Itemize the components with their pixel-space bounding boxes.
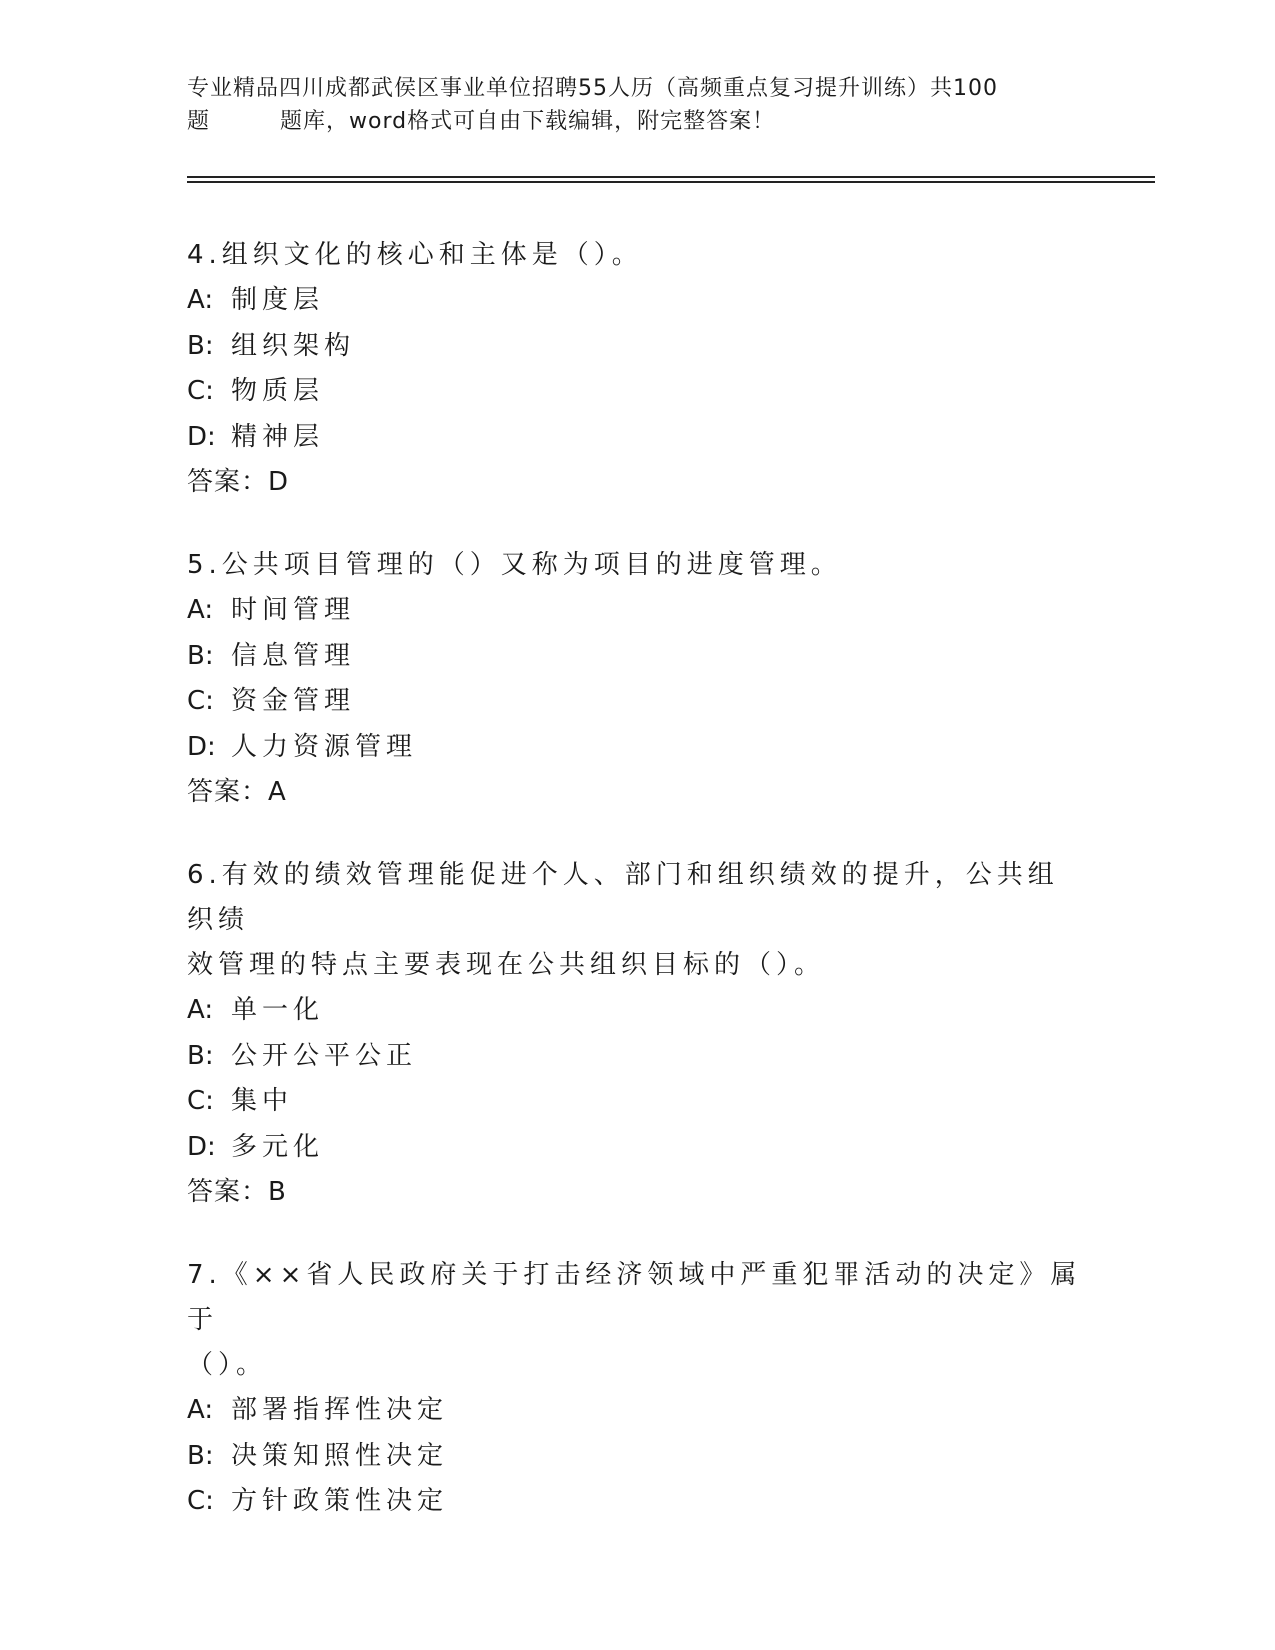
- option-label: A:: [187, 285, 214, 315]
- option-text: 公开公平公正: [231, 1040, 418, 1071]
- question-stem-line-2: 效管理的特点主要表现在公共组织目标的（）。: [187, 950, 826, 980]
- option-label: B:: [187, 640, 214, 671]
- question-stem: 4.组织文化的核心和主体是（）。: [187, 240, 643, 270]
- question-stem-line-1: 6.有效的绩效管理能促进个人、部门和组织绩效的提升，公共组织绩: [187, 860, 1059, 935]
- option-label: B:: [187, 330, 214, 361]
- answer: 答案：B: [187, 1177, 287, 1207]
- option-a: [187, 988, 1087, 1034]
- option-text: 时间管理: [231, 595, 356, 625]
- option-text: 人力资源管理: [231, 731, 418, 762]
- option-text: 多元化: [231, 1131, 325, 1162]
- option-b: [187, 324, 1087, 370]
- question-7: [187, 1253, 1087, 1525]
- option-label: C:: [187, 376, 214, 406]
- option-text: 制度层: [231, 285, 325, 315]
- option-label: A:: [187, 1395, 214, 1425]
- option-text: 资金管理: [231, 686, 356, 716]
- document-header: [187, 72, 1087, 138]
- question-6: [187, 853, 1087, 1215]
- question-stem-line-1: 7.《××省人民政府关于打击经济领域中严重犯罪活动的决定》属于: [187, 1260, 1082, 1335]
- option-a: [187, 1388, 1087, 1434]
- option-label: B:: [187, 1440, 214, 1471]
- option-text: 组织架构: [231, 330, 356, 361]
- option-c: [187, 1479, 1087, 1525]
- option-text: 精神层: [231, 421, 325, 452]
- option-label: C:: [187, 686, 214, 716]
- option-label: A:: [187, 995, 214, 1025]
- option-label: D:: [187, 1131, 216, 1162]
- option-text: 方针政策性决定: [231, 1486, 449, 1516]
- question-4: [187, 233, 1087, 505]
- option-c: [187, 1079, 1087, 1125]
- header-line-2-start: 题: [187, 109, 211, 134]
- option-d: [187, 415, 1087, 461]
- question-stem: 5.公共项目管理的（）又称为项目的进度管理。: [187, 550, 842, 580]
- option-label: B:: [187, 1040, 214, 1071]
- header-divider-bottom: [187, 181, 1155, 183]
- option-b: [187, 1034, 1087, 1080]
- question-list: [187, 233, 1087, 1563]
- option-d: [187, 725, 1087, 771]
- answer: 答案：A: [187, 777, 287, 807]
- option-label: D:: [187, 421, 216, 452]
- option-b: [187, 634, 1087, 680]
- option-label: C:: [187, 1486, 214, 1516]
- option-text: 集中: [231, 1086, 294, 1116]
- option-text: 部署指挥性决定: [231, 1395, 449, 1425]
- option-c: [187, 369, 1087, 415]
- option-text: 信息管理: [231, 640, 356, 671]
- question-5: [187, 543, 1087, 815]
- header-line-2: [187, 105, 1087, 138]
- option-label: C:: [187, 1086, 214, 1116]
- option-a: [187, 588, 1087, 634]
- option-a: [187, 278, 1087, 324]
- answer: 答案：D: [187, 467, 290, 497]
- option-b: [187, 1434, 1087, 1480]
- option-label: D:: [187, 731, 216, 762]
- option-text: 决策知照性决定: [231, 1440, 449, 1471]
- header-line-1: 专业精品四川成都武侯区事业单位招聘55人历（高频重点复习提升训练）共100: [187, 76, 998, 101]
- option-label: A:: [187, 595, 214, 625]
- option-d: [187, 1125, 1087, 1171]
- question-stem-line-2: （）。: [187, 1350, 268, 1380]
- header-divider-top: [187, 176, 1155, 178]
- header-line-2-rest: 题库，word格式可自由下载编辑，附完整答案！: [280, 109, 776, 134]
- option-text: 物质层: [231, 376, 325, 406]
- option-c: [187, 679, 1087, 725]
- option-text: 单一化: [231, 995, 325, 1025]
